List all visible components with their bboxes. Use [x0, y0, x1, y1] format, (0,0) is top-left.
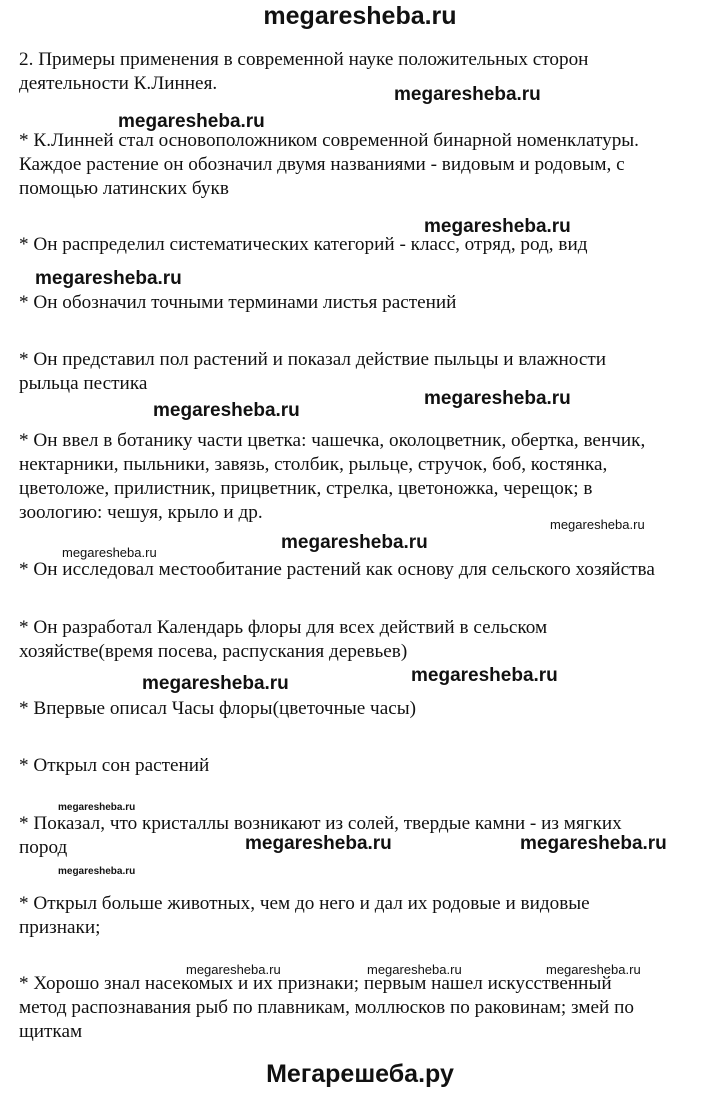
text-line: Каждое растение он обозначил двумя названиями - видовым и родовым, с — [19, 154, 625, 175]
watermark: megaresheba.ru — [153, 400, 300, 421]
text-line: пород — [19, 837, 68, 858]
watermark: megaresheba.ru — [186, 962, 281, 977]
watermark: megaresheba.ru — [281, 532, 428, 553]
paragraph-item — [19, 697, 711, 721]
paragraph-item — [19, 233, 711, 257]
paragraph-item — [19, 972, 711, 1044]
watermark: megaresheba.ru — [546, 962, 641, 977]
paragraph-intro — [19, 48, 711, 96]
watermark: megaresheba.ru — [411, 665, 558, 686]
watermark: megaresheba.ru — [58, 802, 136, 813]
site-header: megaresheba.ru — [263, 2, 457, 30]
text-line: признаки; — [19, 917, 101, 938]
watermark: megaresheba.ru — [367, 962, 462, 977]
watermark: megaresheba.ru — [62, 545, 157, 560]
text-line: нектарники, пыльники, завязь, столбик, рыльце, стручок, боб, костянка, — [19, 454, 608, 475]
watermark: megaresheba.ru — [424, 388, 571, 409]
text-line: * К.Линней стал основоположником современной бинарной номенклатуры. — [19, 130, 639, 151]
text-line: * Хорошо знал насекомых и их признаки; первым нашел искусственный — [19, 973, 612, 994]
watermark: megaresheba.ru — [245, 833, 392, 854]
text-line: * Он разработал Календарь флоры для всех действий в сельском — [19, 617, 548, 638]
watermark: megaresheba.ru — [424, 216, 571, 237]
text-line: * Открыл сон растений — [19, 755, 210, 776]
text-line: щиткам — [19, 1021, 83, 1042]
text-line: * Он исследовал местообитание растений как основу для сельского хозяйства — [19, 559, 655, 580]
site-footer: Мегарешеба.ру — [266, 1060, 454, 1088]
text-line: * Он обозначил точными терминами листья растений — [19, 292, 457, 313]
watermark: megaresheba.ru — [394, 84, 541, 105]
text-line: * Впервые описал Часы флоры(цветочные часы) — [19, 698, 417, 719]
watermark: megaresheba.ru — [520, 833, 667, 854]
paragraph-item — [19, 429, 711, 525]
text-line: * Показал, что кристаллы возникают из солей, твердые камни - из мягких — [19, 813, 622, 834]
paragraph-item — [19, 348, 711, 396]
text-line: помощью латинских букв — [19, 178, 229, 199]
text-line: 2. Примеры применения в современной науке положительных сторон — [19, 49, 589, 70]
text-line: метод распознавания рыб по плавникам, моллюсков по раковинам; змей по — [19, 997, 634, 1018]
text-line: цветоложе, прилистник, прицветник, стрелка, цветоножка, черещок; в — [19, 478, 593, 499]
paragraph-item — [19, 291, 711, 315]
text-line: хозяйстве(время посева, распускания деревьев) — [19, 641, 408, 662]
text-line: * Открыл больше животных, чем до него и дал их родовые и видовые — [19, 893, 590, 914]
watermark: megaresheba.ru — [142, 673, 289, 694]
paragraph-item — [19, 558, 711, 582]
paragraph-item — [19, 754, 711, 778]
watermark: megaresheba.ru — [35, 268, 182, 289]
watermark: megaresheba.ru — [58, 866, 136, 877]
paragraph-item — [19, 616, 711, 664]
paragraph-item — [19, 129, 711, 201]
watermark: megaresheba.ru — [118, 111, 265, 132]
text-line: * Он распределил систематических категорий - класс, отряд, род, вид — [19, 234, 588, 255]
text-line: рыльца пестика — [19, 373, 148, 394]
text-line: зоологию: чешуя, крыло и др. — [19, 502, 263, 523]
text-line: * Он представил пол растений и показал действие пыльцы и влажности — [19, 349, 607, 370]
paragraph-item — [19, 892, 711, 940]
watermark: megaresheba.ru — [550, 517, 645, 532]
text-line: деятельности К.Линнея. — [19, 73, 218, 94]
text-line: * Он ввел в ботанику части цветка: чашечка, околоцветник, обертка, венчик, — [19, 430, 646, 451]
